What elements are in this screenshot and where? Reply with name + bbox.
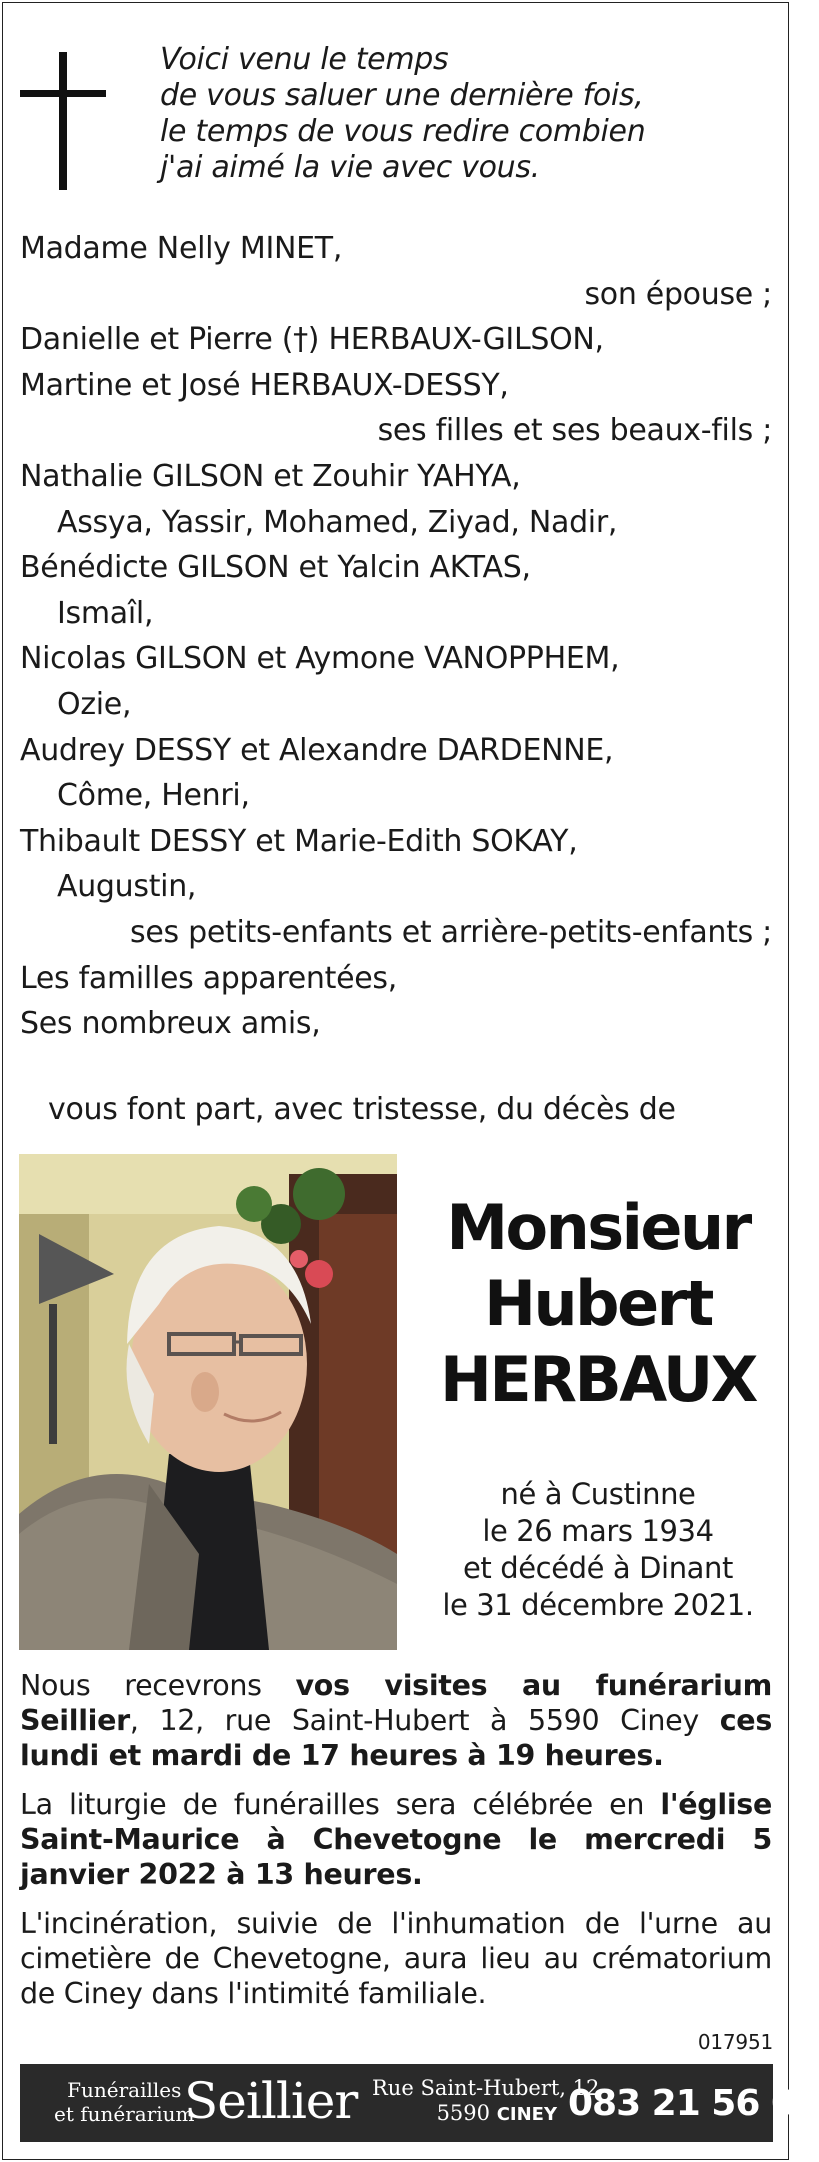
poem	[160, 42, 720, 186]
family-line: Nathalie GILSON et Zouhir YAHYA,	[20, 458, 521, 494]
bold-span: l'église Saint-Maurice à Chevetogne le mercredi 5 janvier 2022 à 13 heures.	[20, 1788, 772, 1891]
reference-number: 017951	[697, 2030, 773, 2054]
family-line: Madame Nelly MINET,	[20, 231, 343, 266]
postcode: 5590	[436, 2101, 497, 2125]
banner-address	[372, 2076, 600, 2127]
bold-span: vos visites au funérarium Seillier	[20, 1669, 773, 1737]
family-relation: ses petits-enfants et arrière-petits-enfants ;	[130, 914, 772, 950]
poem-line: de vous saluer une dernière fois,	[160, 78, 644, 113]
family-line: Nicolas GILSON et Aymone VANOPPHEM,	[20, 641, 620, 677]
family-line: Thibault DESSY et Marie-Edith SOKAY,	[20, 823, 578, 859]
family-line: Danielle et Pierre (†) HERBAUX-GILSON,	[20, 322, 604, 358]
family-children: Augustin,	[57, 869, 197, 905]
poem-line: Voici venu le temps	[160, 42, 449, 77]
address-line	[372, 2101, 557, 2127]
text-span: , 12, rue Saint-Hubert à 5590 Ciney	[129, 1704, 720, 1737]
address-line: Rue Saint-Hubert, 12	[372, 2076, 600, 2100]
portrait-photo	[19, 1154, 397, 1650]
family-children: Assya, Yassir, Mohamed, Ziyad, Nadir,	[57, 504, 618, 540]
text-span: Nous recevrons	[20, 1669, 296, 1702]
banner-label-line: Funérailles	[67, 2078, 182, 2102]
visit-paragraph	[20, 1668, 772, 1773]
funeral-home-banner	[20, 2064, 819, 2142]
date-line: né à Custinne	[500, 1477, 696, 1511]
banner-phone: 083 21 56 02	[568, 2083, 819, 2124]
poem-line: j'ai aimé la vie avec vous.	[160, 150, 540, 185]
name-last: HERBAUX	[440, 1343, 756, 1416]
family-line: Audrey DESSY et Alexandre DARDENNE,	[20, 732, 614, 768]
banner-label	[54, 2078, 195, 2126]
family-line: Martine et José HERBAUX-DESSY,	[20, 367, 509, 403]
announcement: vous font part, avec tristesse, du décès de	[48, 1092, 676, 1127]
date-line: le 31 décembre 2021.	[442, 1588, 754, 1622]
bold-span: ces lundi et mardi de 17 heures à 19 heures.	[20, 1704, 772, 1772]
family-line: Ses nombreux amis,	[20, 1006, 321, 1042]
family-children: Côme, Henri,	[57, 778, 250, 814]
name-first: Hubert	[484, 1267, 712, 1340]
banner-brand: Seillier	[184, 2072, 358, 2130]
cross-icon	[20, 52, 106, 190]
name-title: Monsieur	[446, 1191, 750, 1264]
family-relation: ses filles et ses beaux-fils ;	[377, 413, 772, 449]
life-dates	[420, 1476, 776, 1624]
family-children: Ismaîl,	[57, 595, 154, 631]
family-list	[20, 226, 772, 1047]
family-line: Bénédicte GILSON et Yalcin AKTAS,	[20, 550, 531, 586]
family-relation: son épouse ;	[584, 276, 772, 312]
poem-line: le temps de vous redire combien	[160, 114, 646, 149]
liturgy-paragraph	[20, 1787, 772, 1892]
date-line: le 26 mars 1934	[482, 1514, 714, 1548]
city: CINEY	[496, 2104, 557, 2125]
banner-label-line: et funérarium	[54, 2102, 195, 2126]
date-line: et décédé à Dinant	[462, 1551, 733, 1585]
deceased-name	[420, 1190, 776, 1418]
family-children: Ozie,	[57, 686, 132, 722]
family-line: Les familles apparentées,	[20, 960, 397, 996]
text-span: La liturgie de funérailles sera célébrée en	[20, 1788, 661, 1821]
cremation-paragraph: L'incinération, suivie de l'inhumation de l'urne au cimetière de Chevetogne, aura lieu au crématorium de Ciney dans l'intimité familiale.	[20, 1907, 772, 2010]
